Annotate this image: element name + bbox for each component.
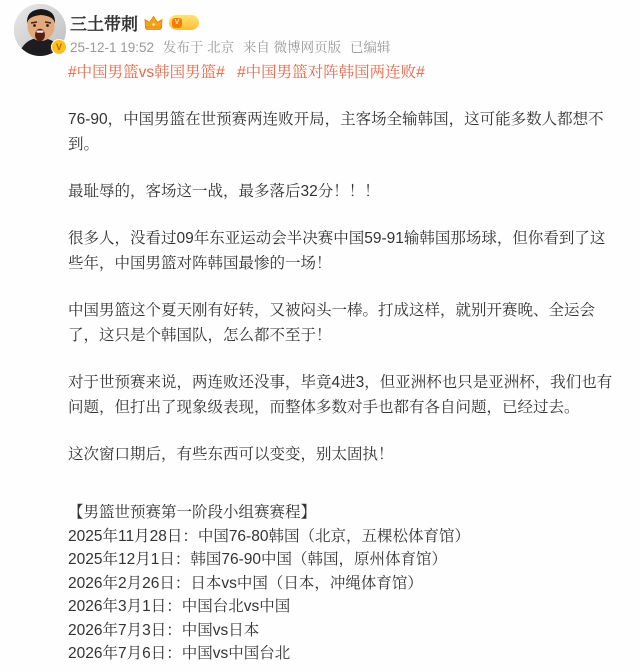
post-paragraph-2: 最耻辱的，客场这一战，最多落后32分！！！ [68,183,380,200]
post-paragraph-4: 中国男篮这个夏天刚有好转，又被闷头一棒。打成这样，就别开赛晚、全运会了，这只是个韩国队，怎么都不至于！ [68,302,596,344]
post-edited-flag: 已编辑 [349,40,391,55]
schedule-list [68,501,620,666]
post-header [0,0,640,58]
avatar[interactable] [14,4,66,56]
author-name-row [70,10,199,35]
schedule-item: 2026年7月6日：中国vs中国台北 [68,645,291,662]
schedule-item: 2025年12月1日：韩国76-90中国（韩国，原州体育馆） [68,551,447,568]
post-paragraph-6: 这次窗口期后，有些东西可以变变，别太固执！ [68,446,394,463]
schedule-item: 2026年2月26日：日本vs中国（日本，冲绳体育馆） [68,574,423,592]
hashtag-link-2[interactable]: #中国男篮对阵韩国两连败# [237,64,425,81]
schedule-title: 【男篮世预赛第一阶段小组赛赛程】 [68,504,317,521]
vip-badge[interactable] [169,15,199,30]
post-paragraph-5: 对于世预赛来说，两连败还没事，毕竟4进3，但亚洲杯也只是亚洲杯，我们也有问题，但打出了现象级表现，而整体多数对手也都有各自问题，已经过去。 [68,374,613,416]
author-name[interactable]: 三土带刺 [70,15,138,34]
vip-level-icon: V [172,18,182,28]
verified-v-icon: V [51,39,67,55]
schedule-item: 2026年7月3日：中国vs日本 [68,621,260,639]
schedule-item: 2026年3月1日：中国台北vs中国 [68,598,291,615]
post-location: 发布于 北京 [162,40,235,55]
post-paragraph-1: 76-90，中国男篮在世预赛两连败开局，主客场全输韩国，这可能多数人都想不到。 [68,111,604,153]
post-meta [70,36,395,56]
post-timestamp[interactable]: 25-12-1 19:52 [70,40,155,55]
post-paragraph-3: 很多人，没看过09年东亚运动会半决赛中国59-91输韩国那场球，但你看到了这些年，中国男篮对阵韩国最惨的一场！ [68,230,606,272]
post-content [68,60,620,666]
crown-icon [144,15,163,31]
hashtag-link-1[interactable]: #中国男篮vs韩国男篮# [68,64,225,81]
post-source: 来自 微博网页版 [242,40,342,55]
schedule-item: 2025年11月28日：中国76-80韩国（北京，五棵松体育馆） [68,527,470,545]
hashtag-row [68,60,620,85]
